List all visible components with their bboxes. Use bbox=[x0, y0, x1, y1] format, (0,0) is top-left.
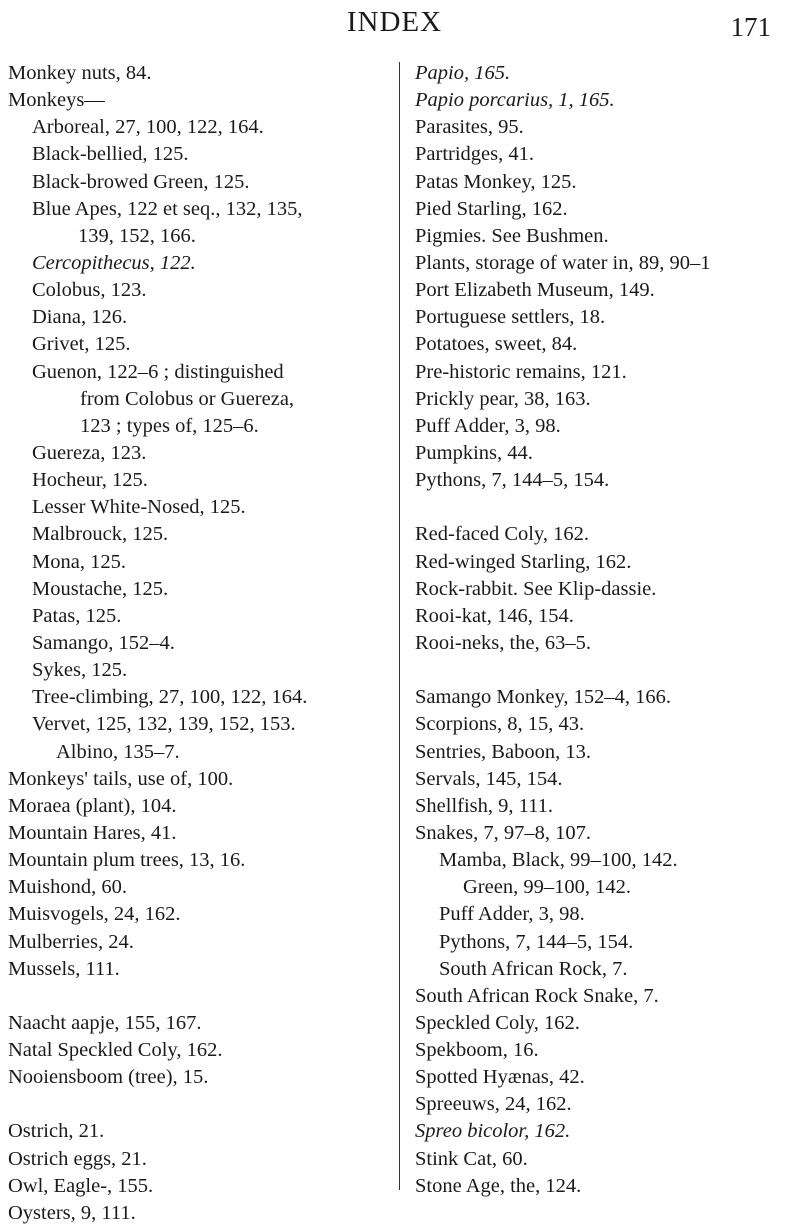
index-entry: Prickly pear, 38, 163. bbox=[415, 387, 591, 410]
index-entry: Red-winged Starling, 162. bbox=[415, 550, 632, 573]
index-subentry: Grivet, 125. bbox=[32, 333, 131, 356]
index-subentry: Tree-climbing, 27, 100, 122, 164. bbox=[32, 686, 308, 709]
index-entry: Naacht aapje, 155, 167. bbox=[8, 1011, 202, 1034]
index-entry: Papio, 165. bbox=[415, 62, 511, 84]
index-entry: Speckled Coly, 162. bbox=[415, 1011, 580, 1034]
index-entry: Spekboom, 16. bbox=[415, 1039, 539, 1062]
index-subentry: Vervet, 125, 132, 139, 152, 153. bbox=[32, 713, 296, 736]
index-entry: Port Elizabeth Museum, 149. bbox=[415, 279, 655, 302]
index-subentry: Cercopithecus, 122. bbox=[32, 251, 196, 274]
index-entry: Rooi-neks, the, 63–5. bbox=[415, 631, 591, 654]
index-entry: Papio porcarius, 1, 165. bbox=[415, 89, 615, 112]
index-entry: Samango Monkey, 152–4, 166. bbox=[415, 686, 672, 709]
index-entry: Spreeuws, 24, 162. bbox=[415, 1093, 572, 1116]
index-subentry: Mamba, Black, 99–100, 142. bbox=[439, 849, 678, 872]
index-entry: Shellfish, 9, 111. bbox=[415, 794, 553, 817]
index-subentry: Colobus, 123. bbox=[32, 279, 147, 302]
index-entry: Red-faced Coly, 162. bbox=[415, 523, 590, 546]
index-entry: Sentries, Baboon, 13. bbox=[415, 740, 591, 763]
index-entry: South African Rock Snake, 7. bbox=[415, 984, 659, 1007]
index-subentry: South African Rock, 7. bbox=[439, 957, 628, 980]
index-subentry: Black-bellied, 125. bbox=[32, 143, 189, 166]
index-entry: Monkey nuts, 84. bbox=[8, 62, 152, 84]
page-title: INDEX bbox=[346, 6, 443, 38]
index-entry: Spotted Hyænas, 42. bbox=[415, 1066, 585, 1089]
index-subentry: Guenon, 122–6 ; distinguished bbox=[32, 360, 284, 383]
index-entry: Monkeys— bbox=[8, 89, 105, 112]
index-entry: Rooi-kat, 146, 154. bbox=[415, 604, 574, 627]
index-subentry: Guereza, 123. bbox=[32, 441, 147, 464]
index-entry: Spreo bicolor, 162. bbox=[415, 1120, 571, 1143]
index-gap bbox=[415, 657, 787, 684]
index-subentry: Green, 99–100, 142. bbox=[463, 876, 631, 899]
index-subentry: from Colobus or Guereza, bbox=[80, 387, 295, 410]
index-entry: Pre-historic remains, 121. bbox=[415, 360, 627, 383]
index-entry: Portuguese settlers, 18. bbox=[415, 306, 606, 329]
index-column-right bbox=[415, 60, 787, 1200]
index-subentry: Mona, 125. bbox=[32, 550, 126, 573]
index-entry: Mussels, 111. bbox=[8, 957, 120, 980]
index-entry: Nooiensboom (tree), 15. bbox=[8, 1066, 209, 1089]
index-subentry: Albino, 135–7. bbox=[56, 740, 180, 763]
index-entry: Pythons, 7, 144–5, 154. bbox=[415, 469, 610, 492]
index-entry: Pigmies. See Bushmen. bbox=[415, 224, 609, 247]
index-subentry: Black-browed Green, 125. bbox=[32, 170, 250, 193]
index-entry: Parasites, 95. bbox=[415, 116, 524, 139]
index-entry: Stink Cat, 60. bbox=[415, 1147, 528, 1170]
index-subentry: Samango, 152–4. bbox=[32, 631, 175, 654]
index-subentry: Pythons, 7, 144–5, 154. bbox=[439, 930, 634, 953]
index-entry: Rock-rabbit. See Klip-dassie. bbox=[415, 577, 657, 600]
index-subentry: Hocheur, 125. bbox=[32, 469, 148, 492]
index-entry: Mulberries, 24. bbox=[8, 930, 134, 953]
index-entry: Moraea (plant), 104. bbox=[8, 794, 177, 817]
index-entry: Monkeys' tails, use of, 100. bbox=[8, 767, 234, 790]
index-entry: Muishond, 60. bbox=[8, 876, 128, 899]
index-entry: Plants, storage of water in, 89, 90–1 bbox=[415, 251, 711, 274]
index-subentry: Diana, 126. bbox=[32, 306, 128, 329]
index-entry: Natal Speckled Coly, 162. bbox=[8, 1039, 223, 1062]
page-header bbox=[0, 0, 789, 50]
index-entry: Ostrich, 21. bbox=[8, 1120, 105, 1143]
index-entry: Mountain plum trees, 13, 16. bbox=[8, 849, 246, 872]
index-subentry: Puff Adder, 3, 98. bbox=[439, 903, 585, 926]
index-subentry: Moustache, 125. bbox=[32, 577, 169, 600]
index-entry: Puff Adder, 3, 98. bbox=[415, 414, 561, 437]
index-subentry: Arboreal, 27, 100, 122, 164. bbox=[32, 116, 264, 139]
index-gap bbox=[8, 983, 388, 1010]
index-entry: Pied Starling, 162. bbox=[415, 197, 568, 220]
index-entry: Ostrich eggs, 21. bbox=[8, 1147, 147, 1170]
index-entry: Servals, 145, 154. bbox=[415, 767, 563, 790]
index-subentry: Blue Apes, 122 et seq., 132, 135, bbox=[32, 197, 303, 220]
page-number: 171 bbox=[730, 12, 771, 42]
index-subentry: Malbrouck, 125. bbox=[32, 523, 169, 546]
index-entry: Scorpions, 8, 15, 43. bbox=[415, 713, 585, 736]
index-entry: Patas Monkey, 125. bbox=[415, 170, 577, 193]
index-entry: Mountain Hares, 41. bbox=[8, 821, 177, 844]
index-entry: Potatoes, sweet, 84. bbox=[415, 333, 578, 356]
index-gap bbox=[415, 494, 787, 521]
index-entry: Muisvogels, 24, 162. bbox=[8, 903, 181, 926]
index-entry: Pumpkins, 44. bbox=[415, 441, 533, 464]
index-entry: Stone Age, the, 124. bbox=[415, 1174, 582, 1197]
index-entry: Oysters, 9, 111. bbox=[8, 1201, 136, 1224]
index-column-left bbox=[8, 60, 388, 1227]
index-entry: Snakes, 7, 97–8, 107. bbox=[415, 821, 591, 844]
index-gap bbox=[8, 1091, 388, 1118]
index-entry: Owl, Eagle-, 155. bbox=[8, 1174, 154, 1197]
index-subentry: 139, 152, 166. bbox=[78, 224, 196, 247]
index-entry: Partridges, 41. bbox=[415, 143, 534, 166]
index-subentry: Patas, 125. bbox=[32, 604, 122, 627]
column-divider bbox=[399, 62, 400, 1190]
index-subentry: 123 ; types of, 125–6. bbox=[80, 414, 259, 437]
index-subentry: Lesser White-Nosed, 125. bbox=[32, 496, 246, 519]
index-subentry: Sykes, 125. bbox=[32, 659, 128, 682]
